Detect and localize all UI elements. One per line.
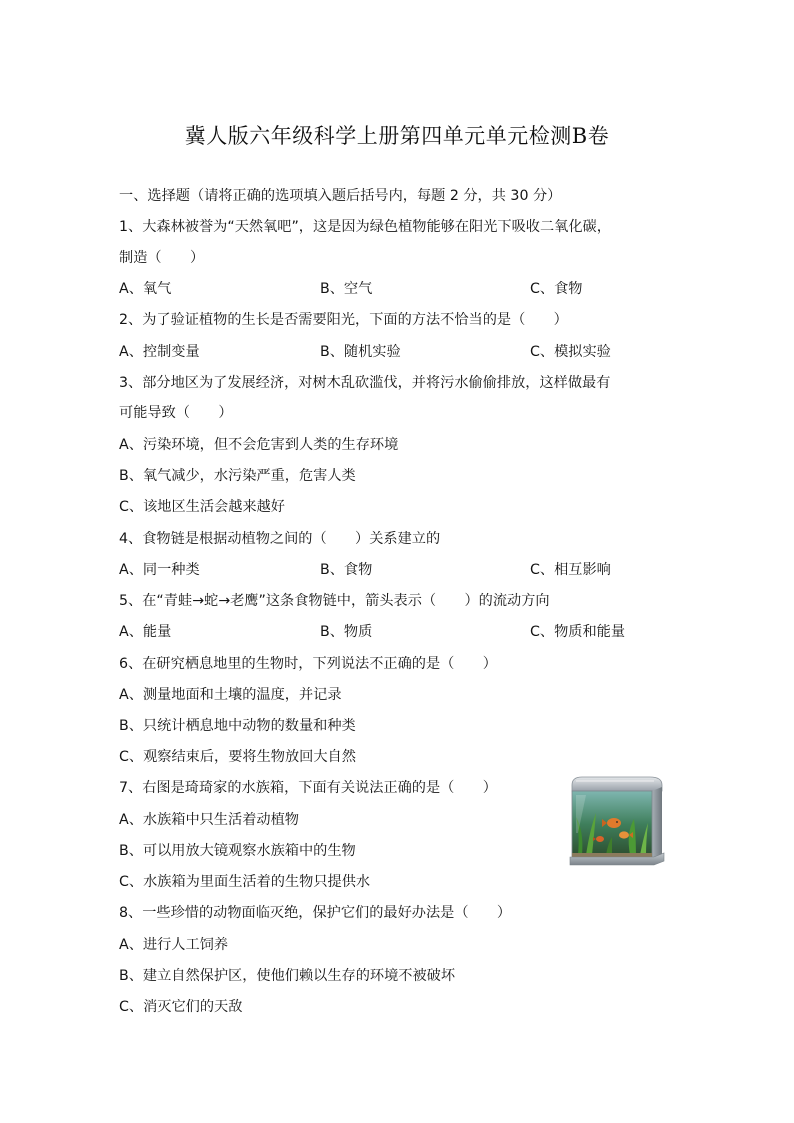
question-1-option-b: B、空气 [320, 281, 373, 297]
question-1-option-c: C、食物 [530, 281, 583, 297]
question-6-option-a: A、测量地面和土壤的温度，并记录 [119, 687, 342, 703]
question-8-option-a: A、进行人工饲养 [119, 937, 229, 953]
question-7-option-a: A、水族箱中只生活着动植物 [119, 812, 299, 828]
question-7-option-c: C、水族箱为里面生活着的生物只提供水 [119, 874, 371, 890]
question-3-line-1: 3、部分地区为了发展经济，对树木乱砍滥伐，并将污水偷偷排放，这样做最有 [119, 375, 611, 391]
question-8-option-b: B、建立自然保护区，使他们赖以生存的环境不被破坏 [119, 968, 456, 984]
question-7-option-b: B、可以用放大镜观察水族箱中的生物 [119, 843, 356, 859]
question-3-option-a: A、污染环境，但不会危害到人类的生存环境 [119, 437, 399, 453]
question-2-line-1: 2、为了验证植物的生长是否需要阳光，下面的方法不恰当的是（ ） [119, 312, 568, 328]
question-7-line-1: 7、右图是琦琦家的水族箱，下面有关说法正确的是（ ） [119, 780, 497, 796]
question-5-option-b: B、物质 [320, 624, 373, 640]
question-8-line-1: 8、一些珍惜的动物面临灭绝，保护它们的最好办法是（ ） [119, 905, 512, 921]
aquarium-image [566, 773, 666, 869]
question-2-option-c: C、模拟实验 [530, 344, 611, 360]
question-1-option-a: A、氧气 [119, 281, 172, 297]
question-6-option-b: B、只统计栖息地中动物的数量和种类 [119, 718, 356, 734]
exam-title: 冀人版六年级科学上册第四单元单元检测B卷 [184, 124, 610, 148]
question-1-line-2: 制造（ ） [119, 250, 205, 266]
question-3-option-c: C、该地区生活会越来越好 [119, 499, 285, 515]
question-3-option-b: B、氧气减少，水污染严重，危害人类 [119, 468, 356, 484]
section-heading: 一、选择题（请将正确的选项填入题后括号内，每题 2 分，共 30 分） [119, 188, 562, 204]
question-4-line-1: 4、食物链是根据动植物之间的（ ）关系建立的 [119, 531, 441, 547]
question-8-option-c: C、消灭它们的天敌 [119, 999, 243, 1015]
question-5-line-1: 5、在“青蛙→蛇→老鹰”这条食物链中，箭头表示（ ）的流动方向 [119, 593, 550, 609]
question-6-option-c: C、观察结束后，要将生物放回大自然 [119, 749, 356, 765]
question-4-option-a: A、同一种类 [119, 562, 200, 578]
question-3-line-2: 可能导致（ ） [119, 405, 233, 421]
question-4-option-b: B、食物 [320, 562, 373, 578]
question-5-option-c: C、物质和能量 [530, 624, 626, 640]
question-1-line-1: 1、大森林被誉为“天然氧吧”，这是因为绿色植物能够在阳光下吸收二氧化碳， [119, 219, 611, 235]
question-5-option-a: A、能量 [119, 624, 172, 640]
question-2-option-a: A、控制变量 [119, 344, 200, 360]
question-4-option-c: C、相互影响 [530, 562, 611, 578]
question-2-option-b: B、随机实验 [320, 344, 401, 360]
question-6-line-1: 6、在研究栖息地里的生物时，下列说法不正确的是（ ） [119, 656, 497, 672]
